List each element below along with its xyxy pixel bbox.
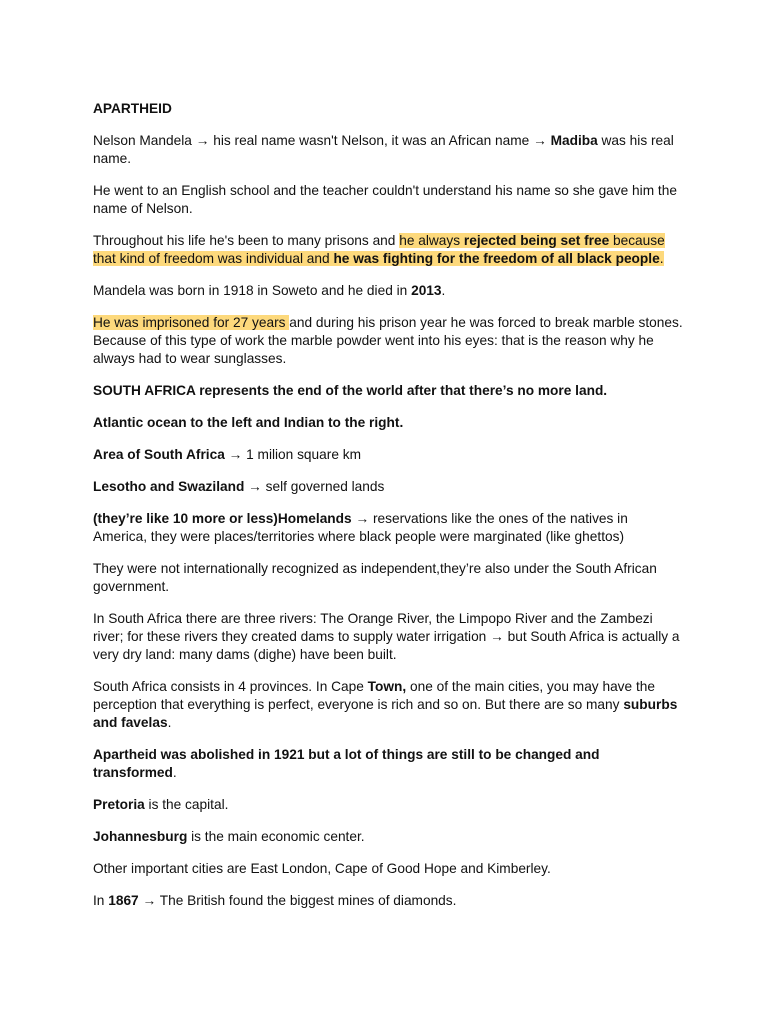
- bold-text-run: (they’re like 10 more or less)Homelands: [93, 511, 352, 526]
- paragraph: [93, 314, 683, 368]
- bold-text-run: suburbs and favelas: [93, 697, 678, 730]
- text-run: is the main economic center.: [187, 829, 365, 844]
- highlighted-text-run: He was imprisoned for 27 years: [93, 315, 290, 330]
- text-run: In: [93, 893, 109, 908]
- paragraph: [93, 678, 683, 732]
- text-run: → reservations like the ones of the natives in America, they were places/territories where black people were marginated (like ghettos): [93, 511, 628, 544]
- document-title: APARTHEID: [93, 101, 172, 116]
- text-run: .: [172, 765, 177, 780]
- paragraph: [93, 560, 683, 596]
- text-run: is the capital.: [144, 797, 229, 812]
- bold-text-run: 1867: [108, 893, 139, 908]
- paragraph: [93, 610, 683, 664]
- text-run: → The British found the biggest mines of diamonds.: [138, 893, 457, 908]
- paragraph: [93, 478, 683, 496]
- text-run: was his real name.: [93, 133, 674, 166]
- paragraph: [93, 510, 683, 546]
- highlighted-text-run: rejected being set free: [463, 233, 610, 248]
- paragraph: [93, 282, 683, 300]
- highlighted-text-run: he was fighting for the freedom of all black people: [333, 251, 660, 266]
- paragraph: [93, 414, 683, 432]
- text-run: one of the main cities, you may have the perception that everything is perfect, everyone is rich and so on. But there are so many: [93, 679, 655, 712]
- bold-text-run: Atlantic ocean to the left and Indian to the right.: [93, 415, 404, 430]
- text-run: In South Africa there are three rivers: The Orange River, the Limpopo River and the Zambezi river; for these rivers they created dams to supply water irrigation → but South Africa is actually a very dry land: many dams (dighe) have been built.: [93, 611, 680, 662]
- bold-text-run: Pretoria: [93, 797, 145, 812]
- paragraph: [93, 746, 683, 782]
- bold-text-run: Madiba: [550, 133, 598, 148]
- text-run: Mandela was born in 1918 in Soweto and he died in: [93, 283, 412, 298]
- text-run: → self governed lands: [244, 479, 385, 494]
- paragraph: [93, 182, 683, 218]
- highlighted-text-run: he always: [399, 233, 464, 248]
- text-run: Nelson Mandela → his real name wasn't Nelson, it was an African name →: [93, 133, 551, 148]
- paragraph: [93, 828, 683, 846]
- bold-text-run: Town,: [367, 679, 407, 694]
- text-run: Throughout his life he's been to many prisons and: [93, 233, 400, 248]
- bold-text-run: Apartheid was abolished in 1921 but a lot of things are still to be changed and transformed: [93, 747, 600, 780]
- highlighted-text-run: because that kind of freedom was individual and: [93, 233, 665, 266]
- bold-text-run: Lesotho and Swaziland: [93, 479, 245, 494]
- paragraph: [93, 860, 683, 878]
- paragraph: [93, 446, 683, 464]
- text-run: → 1 milion square km: [224, 447, 361, 462]
- bold-text-run: Johannesburg: [93, 829, 188, 844]
- text-run: .: [167, 715, 172, 730]
- text-run: .: [441, 283, 446, 298]
- paragraph-list: [93, 132, 683, 910]
- paragraph: [93, 382, 683, 400]
- paragraph: [93, 232, 683, 268]
- document-body: [93, 100, 683, 924]
- paragraph: [93, 892, 683, 910]
- text-run: He went to an English school and the teacher couldn't understand his name so she gave him the name of Nelson.: [93, 183, 677, 216]
- text-run: They were not internationally recognized as independent,they’re also under the South African government.: [93, 561, 657, 594]
- text-run: Other important cities are East London, Cape of Good Hope and Kimberley.: [93, 861, 551, 876]
- highlighted-text-run: .: [659, 251, 664, 266]
- paragraph: [93, 132, 683, 168]
- text-run: and during his prison year he was forced to break marble stones. Because of this type of work the marble powder went into his eyes: that is the reason why he always had to wear sunglasses.: [93, 315, 683, 366]
- paragraph: [93, 796, 683, 814]
- bold-text-run: SOUTH AFRICA represents the end of the world after that there’s no more land.: [93, 383, 608, 398]
- bold-text-run: Area of South Africa: [93, 447, 225, 462]
- bold-text-run: 2013: [411, 283, 442, 298]
- text-run: South Africa consists in 4 provinces. In Cape: [93, 679, 368, 694]
